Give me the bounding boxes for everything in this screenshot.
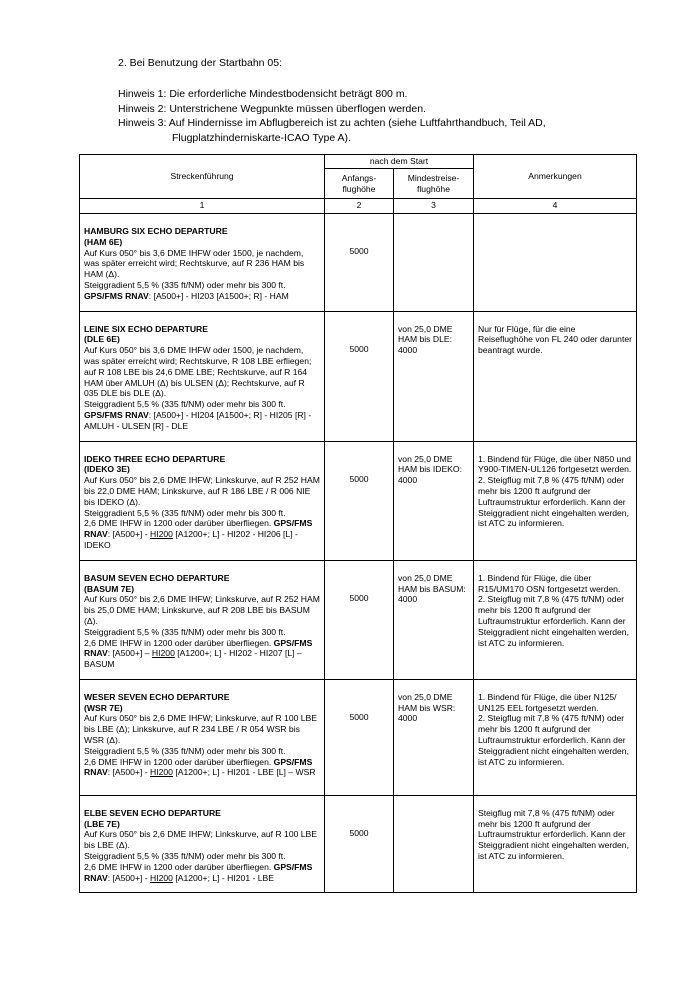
gps-label: GPS/FMS RNAV [84,861,313,883]
route-cell [80,679,325,795]
route-description: Auf Kurs 050° bis 2,6 DME IHFW; Linkskurve, auf R 100 LBE bis LBE (Δ); Linkskurve, auf R 234 LBE / R 054 WSR bis WSR (Δ). Steiggradient 5,5 % (335 ft/NM) oder mehr bis 300 ft. 2,6 DME IHFW in 1200 oder darüber überfliegen. [84,713,318,767]
remarks: 1. Bindend für Flüge, die über N850 und Y900-TIMEN-UL126 fortgesetzt werden. 2. Steigflug mit 7,8 % (475 ft/NM) oder mehr bis 1200 ft aufgrund der Luftraumstruktur erforderlich. Kann der Steiggradient nicht eingehalten werden, ist ATC zu informieren. [474,441,637,560]
route-name: IDEKO THREE ECHO DEPARTURE [84,453,226,464]
route-name: BASUM SEVEN ECHO DEPARTURE [84,572,230,583]
initial-altitude: 5000 [325,214,394,312]
remarks [474,214,637,312]
header-route: Streckenführung [80,155,325,199]
hint-3-continuation: Flugplatzhinderniskarte-ICAO Type A). [172,131,351,144]
min-cruise-altitude: von 25,0 DME HAM bis BASUM: 4000 [394,560,474,679]
hints-block [118,87,546,145]
gps-flyover-waypoint: HI200 [150,872,173,883]
gps-text: : [A500+] - [107,767,150,778]
remarks: 1. Bindend für Flüge, die über N125/ UN125 EEL fortgesetzt werden. 2. Steigflug mit 7,8 % (475 ft/NM) oder mehr bis 1200 ft aufgrund der Luftraumstruktur erforderlich. Kann der Steiggradient nicht eingehalten werden, ist ATC zu informieren. [474,679,637,795]
min-cruise-altitude: von 25,0 DME HAM bis WSR: 4000 [394,679,474,795]
route-cell [80,214,325,312]
route-name: WESER SEVEN ECHO DEPARTURE [84,691,230,702]
initial-altitude: 5000 [325,560,394,679]
route-description: Auf Kurs 050° bis 2,6 DME IHFW; Linkskurve, auf R 252 HAM bis 22,0 DME HAM; Linkskurve, auf R 186 LBE / R 006 NIE bis IDEKO (Δ). Steiggradient 5,5 % (335 ft/NM) oder mehr bis 300 ft. 2,6 DME IHFW in 1200 oder darüber überfliegen. [84,475,320,529]
section-heading: 2. Bei Benutzung der Startbahn 05: [118,57,283,69]
route-code: (IDEKO 3E) [84,464,130,475]
route-name: ELBE SEVEN ECHO DEPARTURE [84,807,221,818]
min-cruise-altitude [394,214,474,312]
gps-text: : [A500+] - HI203 [A1500+; R] - HAM [148,290,289,301]
gps-flyover-waypoint: HI200 [151,648,175,659]
gps-fms-rnav [84,410,311,431]
route-code: (HAM 6E) [84,236,123,247]
min-cruise-altitude: von 25,0 DME HAM bis DLE: 4000 [394,311,474,441]
column-number-2: 2 [325,199,394,214]
route-cell [80,441,325,560]
route-code: (WSR 7E) [84,702,123,713]
remarks: 1. Bindend für Flüge, die über R15/UM170 OSN fortgesetzt werden. 2. Steigflug mit 7,8 % (475 ft/NM) oder mehr bis 1200 ft aufgrund der Luftraumstruktur erforderlich. Kann der Steiggradient nicht eingehalten werden, ist ATC zu informieren. [474,560,637,679]
table-row [80,560,637,679]
gps-text: : [A500+] - [107,872,150,883]
route-description: Auf Kurs 050° bis 2,6 DME IHFW; Linkskurve, auf R 252 HAM bis 25,0 DME HAM; Linkskurve, auf R 208 LBE bis BASUM (Δ). Steiggradient 5,5 % (335 ft/NM) oder mehr bis 300 ft. 2,6 DME IHFW in 1200 oder darüber überfliegen. [84,594,320,648]
table-row [80,679,637,795]
route-description: Auf Kurs 050° bis 3,6 DME IHFW oder 1500, je nachdem, was später erreicht wird; Rechtskurve, R 108 LBE erfliegen; auf R 108 LBE bis 24,6 DME LBE; Rechtskurve, auf R 164 HAM über AMLUH (Δ) bis ULSEN (Δ); Rechtskurve, auf R 035 DLE bis DLE (Δ). Steiggradient 5,5 % (335 ft/NM) oder mehr bis 300 ft. [84,345,312,410]
header-min-cruise-altitude: Mindestreise- flughöhe [394,169,474,199]
route-cell [80,560,325,679]
gps-text-end: [A1200+; L] - HI201 - LBE [172,872,274,883]
column-number-3: 3 [394,199,474,214]
route-code: (BASUM 7E) [84,583,135,594]
route-description: Auf Kurs 050° bis 3,6 DME IHFW oder 1500, je nachdem, was später erreicht wird; Rechtskurve, auf R 236 HAM bis HAM (Δ). Steiggradient 5,5 % (335 ft/NM) oder mehr bis 300 ft. [84,247,305,290]
remarks: Nur für Flüge, für die eine Reiseflughöhe von FL 240 oder darunter beantragt wurde. [474,311,637,441]
gps-text: : [A500+] - HI204 [A1500+; R] - HI205 [R] - AMLUH - ULSEN [R] - DLE [84,409,312,431]
table-row [80,441,637,560]
gps-label: GPS/FMS RNAV [84,290,149,301]
hint-2: Hinweis 2: Unterstrichene Wegpunkte müssen überflogen werden. [118,102,426,115]
gps-text-end: [A1200+; L] - HI202 - HI206 [L] - IDEKO [84,529,298,550]
initial-altitude: 5000 [325,311,394,441]
initial-altitude: 5000 [325,679,394,795]
header-initial-altitude: Anfangs- flughöhe [325,169,394,199]
gps-text-end: [A1200+; L] - HI202 - HI207 [L] –BASUM [84,648,302,670]
gps-label: GPS/FMS RNAV [84,518,313,540]
table-row [80,311,637,441]
remarks: Steigflug mit 7,8 % (475 ft/NM) oder mehr bis 1200 ft aufgrund der Luftraumstruktur erforderlich. Kann der Steiggradient nicht eingehalten werden, ist ATC zu informieren. [474,795,637,893]
route-code: (LBE 7E) [84,818,120,829]
gps-fms-rnav [84,291,289,301]
gps-flyover-waypoint: HI200 [150,767,173,778]
gps-label: GPS/FMS RNAV [84,756,313,778]
route-cell [80,311,325,441]
min-cruise-altitude: von 25,0 DME HAM bis IDEKO: 4000 [394,441,474,560]
route-description: Auf Kurs 050° bis 2,6 DME IHFW; Linkskurve, auf R 100 LBE bis LBE (Δ). Steiggradient 5,5 % (335 ft/NM) oder mehr bis 300 ft. 2,6 DME IHFW in 1200 oder darüber überfliegen. [84,829,318,872]
route-name: LEINE SIX ECHO DEPARTURE [84,323,208,334]
gps-text: : [A500+] – [107,648,152,659]
gps-text: : [A500+] - [107,529,150,540]
gps-label: GPS/FMS RNAV [84,637,313,659]
hint-1: Hinweis 1: Die erforderliche Mindestbodensicht beträgt 800 m. [118,88,408,100]
hint-3: Hinweis 3: Auf Hindernisse im Abflugbereich ist zu achten (siehe Luftfahrthandbuch, Teil AD, [118,117,546,129]
gps-flyover-waypoint: HI200 [150,529,173,540]
route-cell [80,795,325,893]
gps-text-end: [A1200+; L] - HI201 - LBE [L] – WSR [172,767,316,778]
min-cruise-altitude [394,795,474,893]
initial-altitude: 5000 [325,441,394,560]
column-number-1: 1 [80,199,325,214]
header-remarks: Anmerkungen [474,155,637,199]
initial-altitude: 5000 [325,795,394,893]
gps-label: GPS/FMS RNAV [84,409,149,420]
route-code: (DLE 6E) [84,334,120,345]
table-row [80,214,637,312]
header-after-start: nach dem Start [325,155,474,169]
column-number-4: 4 [474,199,637,214]
table-row [80,795,637,893]
departure-routes-table [79,154,637,893]
route-name: HAMBURG SIX ECHO DEPARTURE [84,226,228,236]
